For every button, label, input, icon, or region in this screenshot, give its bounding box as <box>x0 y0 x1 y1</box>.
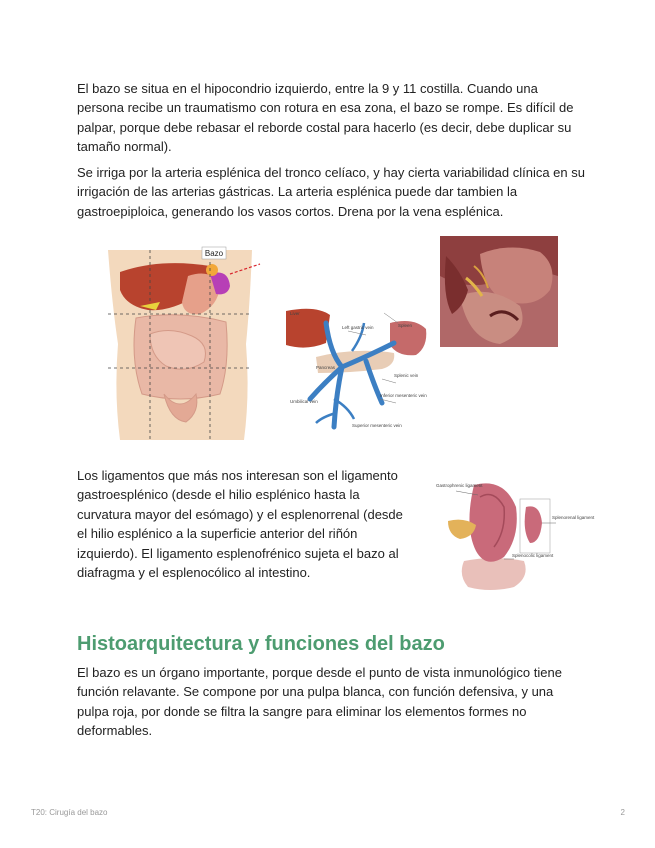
vessel-label: Liver <box>290 311 300 316</box>
ligament-label: Splenorenal ligament <box>552 515 595 520</box>
ligaments-figure <box>434 477 595 594</box>
surgical-photo <box>440 236 558 347</box>
page-number: 2 <box>620 808 625 817</box>
vessel-label: Left gastric vein <box>342 325 374 330</box>
paragraph-location: El bazo se situa en el hipocondrio izquierdo, entre la 9 y 11 costilla. Cuando una persona recibe un traumatismo con rotura en esa zona, el bazo se rompe. Es difícil de palpar, porque debe rebasar el reborde costal para hacerlo (es decir, debe duplicar su tamaño normal). <box>77 81 574 155</box>
paragraph-ligaments: Los ligamentos que más nos interesan son el ligamento gastroesplénico (desde el hilio esplénico hasta la curvatura mayor del esómago) y el esplenorrenal (desde el hilio esplénico a la superficie anterior del riñón izquierdo). El ligamento esplenofrénico sujeta el bazo al diafragma y el esplenocólico al intestino. <box>77 468 403 581</box>
vessel-label: Splenic vein <box>394 373 419 378</box>
footer-title: T20: Cirugía del bazo <box>31 808 108 817</box>
ligament-label: Gastrophrenic ligament <box>436 483 483 488</box>
bazo-label: Bazo <box>204 249 224 258</box>
section-heading: Histoarquitectura y funciones del bazo <box>77 633 445 655</box>
vessel-label: Inferior mesenteric vein <box>380 393 427 398</box>
vessel-label: Spleen <box>398 323 413 328</box>
paragraph-irrigation: Se irriga por la arteria esplénica del tronco celíaco, y hay cierta variabilidad clínica en su irrigación de las arterias gástricas. La arteria esplénica puede dar tambien la gastroepiploica, generando los vasos cortos. Drena por la vena esplénica. <box>77 165 585 219</box>
vessel-label: Pancreas <box>316 365 336 370</box>
abdomen-figure <box>100 244 265 440</box>
vessels-figure <box>286 303 434 431</box>
ligament-label: Splenocolic ligament <box>512 553 554 558</box>
vessel-label: Umbilical vein <box>290 399 318 404</box>
vessel-label: Superior mesenteric vein <box>352 423 402 428</box>
paragraph-histoarchitecture: El bazo es un órgano importante, porque desde el punto de vista inmunológico tiene función relavante. Se compone por una pulpa blanca, con función defensiva, y una pulpa roja, por donde se filtra la sangre para eliminar los elementos formes no deformables. <box>77 665 562 739</box>
